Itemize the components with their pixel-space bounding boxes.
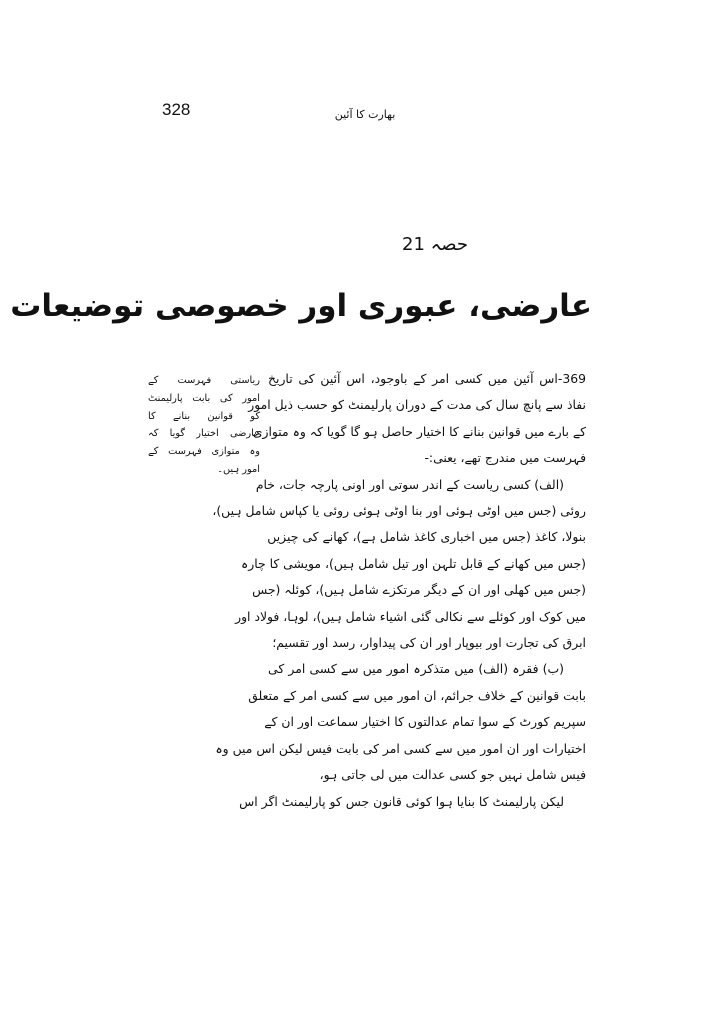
- clause-b-line: سپریم کورٹ کے سوا تمام عدالتوں کا اختیار سماعت اور ان کے: [264, 714, 586, 730]
- clause-a-line: (جس میں کھانے کے قابل تلہن اور تیل شامل ہیں)، مویشی کا چارہ: [240, 555, 586, 571]
- clause-b-line: فیس شامل نہیں جو کسی عدالت میں لی جاتی ہو،: [319, 767, 586, 783]
- clause-a-line: (الف) کسی ریاست کے اندر سوتی اور اونی پارچہ جات، خام: [255, 476, 564, 492]
- margin-note-line: عارضی اختیار گویا کہ: [148, 428, 260, 440]
- clause-a-line: میں کوک اور کوئلے سے نکالی گئی اشیاء شامل ہیں)، لوہا، فولاد اور: [235, 608, 586, 624]
- running-head: بھارت کا آئین: [334, 108, 396, 121]
- body-line: کے بارے میں قوانین بنانے کا اختیار حاصل ہو گا گویا کہ وہ متوازی: [252, 423, 586, 439]
- clause-b-line: بابت قوانین کے خلاف جرائم، ان امور میں سے کسی امر کے متعلق: [248, 687, 586, 703]
- clause-b-line: (ب) فقرہ (الف) میں متذکرہ امور میں سے کسی امر کی: [268, 661, 564, 677]
- margin-note-line: وہ متوازی فہرست کے: [148, 446, 260, 458]
- part-label: حصہ 21: [402, 234, 468, 255]
- margin-note-line: کو قوانین بنانے کا: [148, 410, 260, 422]
- margin-note-line: امور ہیں۔: [217, 463, 260, 475]
- margin-note: [148, 372, 260, 479]
- body-line: فہرست میں مندرج تھے، یعنی:-: [424, 450, 586, 466]
- body-line: 369-اس آئین میں کسی امر کے باوجود، اس آئین کی تاریخ: [268, 371, 586, 386]
- margin-note-line: ریاستی فہرست کے: [148, 375, 260, 386]
- clause-a-line: (جس میں کھلی اور ان کے دیگر مرتکزے شامل ہیں)، کوئلہ (جس: [252, 582, 586, 598]
- body-line: نفاذ سے پانچ سال کی مدت کے دوران پارلیمنٹ کو حسب ذیل امور: [248, 397, 586, 413]
- proviso-line: لیکن پارلیمنٹ کا بنایا ہوا کوئی قانون جس کو پارلیمنٹ اگر اس: [239, 793, 564, 809]
- clause-b-line: اختیارات اور ان امور میں سے کسی امر کی بابت فیس لیکن اس میں وہ: [215, 740, 586, 756]
- chapter-title: عارضی، عبوری اور خصوصی توضیعات: [10, 288, 592, 324]
- clause-a-line: بنولا، کاغذ (جس میں اخباری کاغذ شامل ہے)، کھانے کی چیزیں: [267, 529, 586, 545]
- clause-a-line: روئی (جس میں اوٹی ہوئی اور بنا اوٹی ہوئی روئی یا کپاس شامل ہیں)،: [212, 503, 586, 519]
- margin-note-line: امور کی بابت پارلیمنٹ: [148, 392, 260, 404]
- clause-a-line: ابرق کی تجارت اور بیوپار اور ان کی پیداوار، رسد اور تقسیم؛: [272, 635, 586, 651]
- page-number: 328: [162, 100, 191, 119]
